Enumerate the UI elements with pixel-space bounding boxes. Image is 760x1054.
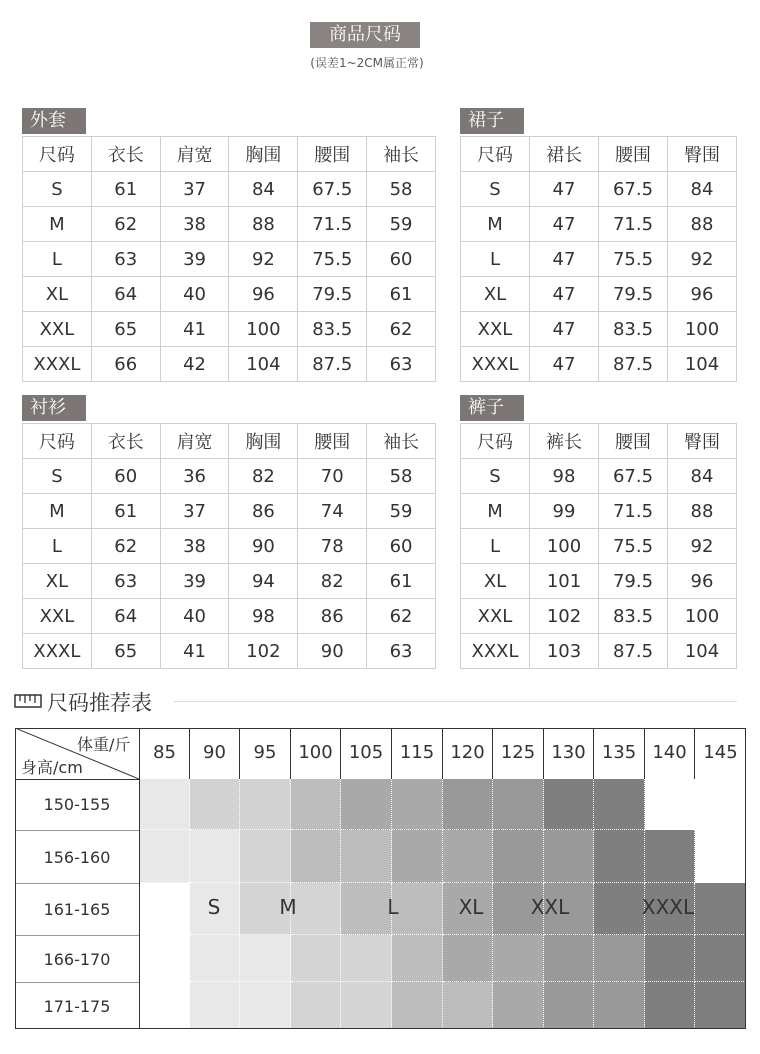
table-cell: 100 (229, 312, 298, 347)
table-cell: XXXL (461, 634, 530, 669)
shade-cell (139, 982, 190, 1029)
table-cell: 67.5 (599, 459, 668, 494)
table-cell: 98 (530, 459, 599, 494)
height-label: 156-160 (15, 830, 139, 883)
table-row (23, 277, 436, 312)
table-cell: XXL (461, 599, 530, 634)
weight-header: 135 (594, 728, 645, 779)
table-cell: 71.5 (298, 207, 367, 242)
table-cell: 101 (530, 564, 599, 599)
shade-cell (139, 935, 190, 982)
table-row (461, 347, 737, 382)
table-cell: 61 (91, 494, 160, 529)
shade-cell (544, 982, 594, 1029)
table-cell: 62 (367, 599, 436, 634)
table-cell: 102 (229, 634, 298, 669)
table-cell: 47 (530, 347, 599, 382)
shade-cell (443, 982, 493, 1029)
column-header: 尺码 (23, 137, 92, 172)
table-cell: M (461, 207, 530, 242)
pants-label: 裤子 (460, 395, 524, 421)
table-cell: 99 (530, 494, 599, 529)
table-cell: 65 (91, 634, 160, 669)
table-cell: L (461, 529, 530, 564)
table-row (23, 564, 436, 599)
table-cell: 41 (160, 634, 229, 669)
recommend-title: 尺码推荐表 (47, 691, 152, 715)
table-cell: XXL (461, 312, 530, 347)
table-cell: 100 (668, 312, 737, 347)
table-row (461, 599, 737, 634)
skirt-label: 裙子 (460, 108, 524, 134)
weight-header: 145 (703, 742, 738, 763)
table-cell: 88 (668, 207, 737, 242)
table-cell: 42 (160, 347, 229, 382)
table-cell: 58 (367, 172, 436, 207)
table-cell: 82 (298, 564, 367, 599)
table-cell: 94 (229, 564, 298, 599)
shade-cell (645, 830, 695, 883)
table-cell: 83.5 (298, 312, 367, 347)
table-cell: 70 (298, 459, 367, 494)
weight-header: 140 (645, 728, 695, 779)
shade-cell (392, 779, 443, 830)
table-row (23, 634, 436, 669)
table-cell: XL (23, 277, 92, 312)
shade-cell (139, 779, 190, 830)
table-row (461, 242, 737, 277)
size-marker: M (279, 895, 297, 919)
table-cell: 47 (530, 242, 599, 277)
table-cell: 62 (91, 529, 160, 564)
table-cell: 86 (298, 599, 367, 634)
table-cell: 61 (367, 277, 436, 312)
table-row (23, 529, 436, 564)
table-cell: 86 (229, 494, 298, 529)
shade-cell (443, 935, 493, 982)
table-row (461, 494, 737, 529)
shade-cell (493, 779, 544, 830)
skirt-size-table (460, 136, 737, 382)
table-row (461, 564, 737, 599)
table-cell: 47 (530, 312, 599, 347)
page-title: 商品尺码 (310, 22, 420, 48)
table-cell: 62 (367, 312, 436, 347)
table-row (23, 312, 436, 347)
column-header: 腰围 (298, 137, 367, 172)
table-cell: 87.5 (599, 634, 668, 669)
recommend-divider (174, 701, 737, 702)
table-cell: 40 (160, 599, 229, 634)
size-marker: XL (458, 895, 484, 919)
table-cell: 84 (668, 459, 737, 494)
table-cell: M (23, 207, 92, 242)
table-cell: S (461, 459, 530, 494)
size-recommend-chart (15, 728, 746, 1029)
table-cell: 38 (160, 207, 229, 242)
table-cell: 39 (160, 564, 229, 599)
shade-cell (695, 982, 746, 1029)
shade-cell (392, 830, 443, 883)
table-cell: 83.5 (599, 312, 668, 347)
shade-cell (695, 935, 746, 982)
table-cell: 41 (160, 312, 229, 347)
table-cell: 96 (668, 564, 737, 599)
table-cell: 64 (91, 277, 160, 312)
size-marker: XXL (530, 895, 570, 919)
table-cell: 39 (160, 242, 229, 277)
shade-cell (695, 779, 746, 830)
height-label: 150-155 (43, 795, 111, 814)
table-cell: 38 (160, 529, 229, 564)
size-marker: XXXL (641, 895, 695, 919)
height-label: 171-175 (15, 982, 139, 1029)
column-header: 臀围 (668, 137, 737, 172)
column-header: 袖长 (367, 424, 436, 459)
page-subtitle: (误差1~2CM属正常) (310, 56, 424, 70)
shade-cell (240, 982, 291, 1029)
shirt-label: 衬衫 (22, 395, 86, 421)
table-cell: L (461, 242, 530, 277)
shade-cell (645, 779, 695, 830)
table-cell: 104 (668, 347, 737, 382)
column-header: 衣长 (91, 137, 160, 172)
shade-cell (594, 830, 645, 883)
table-cell: 60 (367, 242, 436, 277)
weight-header: 90 (190, 728, 240, 779)
shade-cell (190, 779, 240, 830)
weight-header: 85 (139, 728, 190, 779)
size-marker: L (387, 895, 399, 919)
table-row (461, 459, 737, 494)
table-row (461, 207, 737, 242)
column-header: 裙长 (530, 137, 599, 172)
table-cell: 64 (91, 599, 160, 634)
column-header: 袖长 (367, 137, 436, 172)
ruler-icon (14, 692, 42, 710)
shade-cell (493, 830, 544, 883)
shade-cell (291, 935, 341, 982)
column-header: 肩宽 (160, 424, 229, 459)
table-cell: 84 (668, 172, 737, 207)
table-cell: 92 (229, 242, 298, 277)
shade-cell (190, 982, 240, 1029)
table-cell: 59 (367, 207, 436, 242)
table-row (23, 599, 436, 634)
shade-cell (544, 830, 594, 883)
jacket-size-table (22, 136, 436, 382)
label-divider (139, 779, 140, 1029)
shade-cell (190, 830, 240, 883)
table-cell: 47 (530, 207, 599, 242)
table-row (461, 634, 737, 669)
table-cell: 84 (229, 172, 298, 207)
table-cell: L (23, 242, 92, 277)
table-cell: XL (461, 277, 530, 312)
table-cell: 36 (160, 459, 229, 494)
column-header: 腰围 (599, 424, 668, 459)
table-cell: 62 (91, 207, 160, 242)
shade-cell (645, 935, 695, 982)
table-cell: 37 (160, 172, 229, 207)
shade-cell (341, 935, 392, 982)
shade-cell (341, 830, 392, 883)
table-cell: 96 (229, 277, 298, 312)
column-header: 衣长 (91, 424, 160, 459)
table-cell: M (23, 494, 92, 529)
height-label: 166-170 (15, 935, 139, 982)
shade-cell (594, 935, 645, 982)
table-cell: 102 (530, 599, 599, 634)
table-cell: 58 (367, 459, 436, 494)
table-cell: 104 (668, 634, 737, 669)
table-cell: 71.5 (599, 207, 668, 242)
pants-size-table (460, 423, 737, 669)
table-cell: 98 (229, 599, 298, 634)
shade-cell (341, 982, 392, 1029)
shade-cell (544, 779, 594, 830)
table-cell: L (23, 529, 92, 564)
table-cell: 61 (91, 172, 160, 207)
table-cell: 83.5 (599, 599, 668, 634)
table-cell: S (461, 172, 530, 207)
table-cell: 78 (298, 529, 367, 564)
table-cell: 40 (160, 277, 229, 312)
table-cell: 65 (91, 312, 160, 347)
table-cell: 92 (668, 529, 737, 564)
table-cell: M (461, 494, 530, 529)
table-cell: 87.5 (599, 347, 668, 382)
table-header-row (461, 424, 737, 459)
table-cell: 75.5 (599, 529, 668, 564)
table-cell: 103 (530, 634, 599, 669)
shade-cell (240, 779, 291, 830)
table-cell: 63 (91, 564, 160, 599)
weight-header: 130 (544, 728, 594, 779)
shade-cell (240, 830, 291, 883)
column-header: 裤长 (530, 424, 599, 459)
table-cell: 71.5 (599, 494, 668, 529)
shade-cell (645, 982, 695, 1029)
table-cell: 79.5 (298, 277, 367, 312)
table-cell: 74 (298, 494, 367, 529)
table-cell: 104 (229, 347, 298, 382)
table-row (461, 277, 737, 312)
table-cell: 75.5 (599, 242, 668, 277)
table-cell: 63 (367, 347, 436, 382)
shade-cell (291, 830, 341, 883)
column-header: 胸围 (229, 424, 298, 459)
table-header-row (461, 137, 737, 172)
table-cell: 92 (668, 242, 737, 277)
table-cell: 90 (229, 529, 298, 564)
table-cell: 67.5 (599, 172, 668, 207)
column-header: 腰围 (599, 137, 668, 172)
table-cell: XXL (23, 599, 92, 634)
shade-cell (594, 982, 645, 1029)
shade-cell (544, 935, 594, 982)
table-cell: S (23, 172, 92, 207)
table-cell: 88 (229, 207, 298, 242)
table-row (23, 459, 436, 494)
shade-cell (493, 935, 544, 982)
table-header-row (23, 137, 436, 172)
weight-header: 120 (443, 728, 493, 779)
column-header: 腰围 (298, 424, 367, 459)
table-cell: XXL (23, 312, 92, 347)
table-cell: 63 (367, 634, 436, 669)
table-cell: 82 (229, 459, 298, 494)
table-row (23, 172, 436, 207)
shade-cell (190, 935, 240, 982)
table-row (23, 347, 436, 382)
weight-header: 105 (341, 728, 392, 779)
table-row (461, 529, 737, 564)
shade-cell (392, 935, 443, 982)
table-cell: S (23, 459, 92, 494)
shade-cell (341, 779, 392, 830)
shade-cell (291, 779, 341, 830)
shade-cell (695, 883, 746, 935)
shade-cell (695, 830, 746, 883)
table-cell: 88 (668, 494, 737, 529)
table-cell: 47 (530, 172, 599, 207)
table-cell: 79.5 (599, 564, 668, 599)
table-cell: 100 (530, 529, 599, 564)
shade-cell (139, 830, 190, 883)
corner-weight-label: 体重/斤 (77, 735, 131, 754)
shade-cell (493, 982, 544, 1029)
column-header: 尺码 (461, 137, 530, 172)
table-header-row (23, 424, 436, 459)
table-row (23, 494, 436, 529)
shade-cell (443, 830, 493, 883)
table-cell: 96 (668, 277, 737, 312)
jacket-label: 外套 (22, 108, 86, 134)
table-cell: 90 (298, 634, 367, 669)
column-header: 尺码 (461, 424, 530, 459)
table-cell: XXXL (461, 347, 530, 382)
column-header: 肩宽 (160, 137, 229, 172)
shirt-size-table (22, 423, 436, 669)
table-cell: 59 (367, 494, 436, 529)
size-marker: S (207, 895, 221, 919)
weight-header: 95 (240, 728, 291, 779)
table-row (23, 242, 436, 277)
table-cell: XXXL (23, 634, 92, 669)
column-header: 尺码 (23, 424, 92, 459)
table-cell: 47 (530, 277, 599, 312)
weight-header: 115 (392, 728, 443, 779)
shade-cell (392, 982, 443, 1029)
table-cell: 60 (91, 459, 160, 494)
table-cell: 75.5 (298, 242, 367, 277)
height-label: 161-165 (15, 883, 139, 935)
shade-cell (139, 883, 190, 935)
table-cell: 67.5 (298, 172, 367, 207)
corner-height-label: 身高/cm (21, 758, 83, 777)
table-cell: XXXL (23, 347, 92, 382)
shade-cell (291, 982, 341, 1029)
weight-header: 100 (291, 728, 341, 779)
column-header: 臀围 (668, 424, 737, 459)
shade-cell (594, 779, 645, 830)
table-cell: 37 (160, 494, 229, 529)
table-cell: 60 (367, 529, 436, 564)
shade-cell (240, 935, 291, 982)
table-row (23, 207, 436, 242)
table-cell: 79.5 (599, 277, 668, 312)
table-cell: 87.5 (298, 347, 367, 382)
table-cell: XL (23, 564, 92, 599)
column-header: 胸围 (229, 137, 298, 172)
table-cell: 66 (91, 347, 160, 382)
weight-header: 125 (493, 728, 544, 779)
table-cell: 61 (367, 564, 436, 599)
table-cell: XL (461, 564, 530, 599)
table-cell: 100 (668, 599, 737, 634)
table-cell: 63 (91, 242, 160, 277)
shade-cell (443, 779, 493, 830)
table-row (461, 312, 737, 347)
table-row (461, 172, 737, 207)
